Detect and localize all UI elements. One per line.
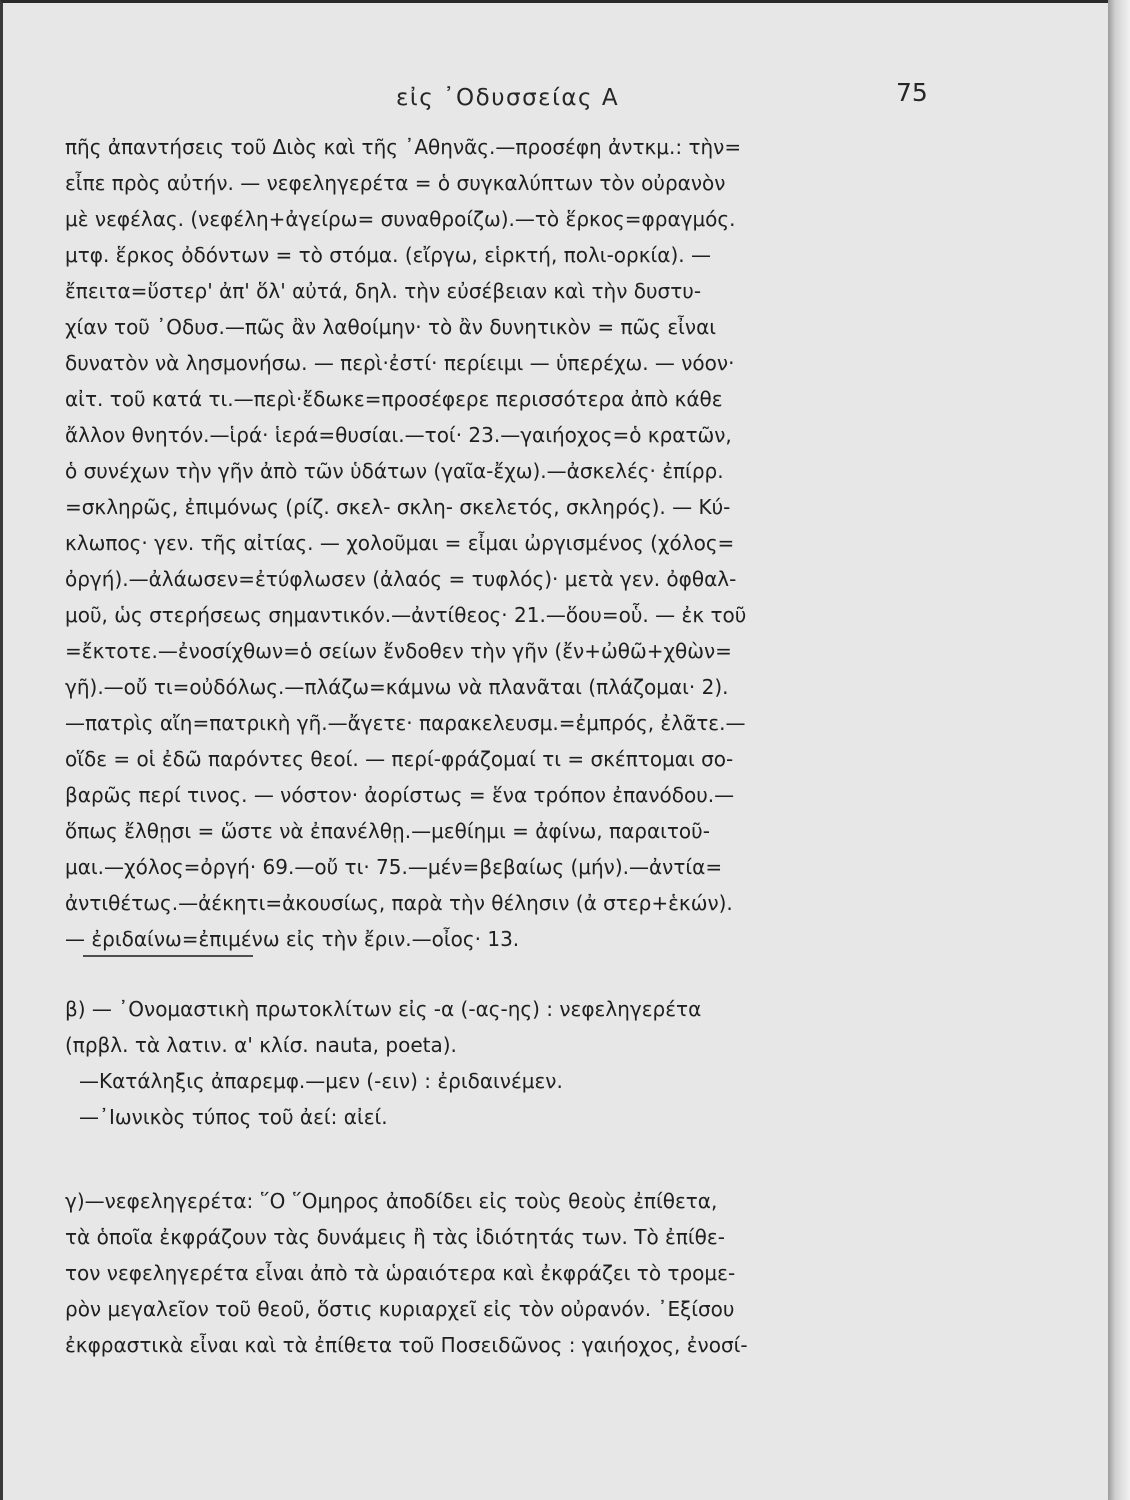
page-header (3, 78, 1103, 125)
section-gamma (65, 1183, 965, 1363)
notes-alpha (65, 129, 965, 957)
text-line: κλωπος· γεν. τῆς αἰτίας. — χολοῦμαι = εἶμαι ὠργισμένος (χόλος= (65, 531, 735, 555)
text-line: πῆς ἀπαντήσεις τοῦ Διὸς καὶ τῆς ᾿Αθηνᾶς.—προσέφη ἀντκμ.: τὴν= (65, 135, 742, 159)
text-line: ὅπως ἔλθῃσι = ὥστε νὰ ἐπανέλθῃ.—μεθίημι = ἀφίνω, παραιτοῦ- (65, 819, 710, 843)
text-line: =σκληρῶς, ἐπιμόνως (ρίζ. σκελ- σκλη- σκελετός, σκληρός). — Κύ- (65, 495, 731, 519)
text-line: μὲ νεφέλας. (νεφέλη+ἀγείρω= συναθροίζω).—τὸ ἕρκος=φραγμός. (65, 207, 736, 231)
text-line: χίαν τοῦ ᾿Οδυσ.—πῶς ἂν λαθοίμην· τὸ ἂν δυνητικὸν = πῶς εἶναι (65, 315, 717, 339)
page-body (65, 129, 965, 1363)
text-line: γῆ).—οὔ τι=οὐδόλως.—πλάζω=κάμνω νὰ πλανᾶται (πλάζομαι· 2). (65, 675, 729, 699)
text-line: ὁ συνέχων τὴν γῆν ἀπὸ τῶν ὑδάτων (γαῖα-ἔχω).—ἀσκελές· ἐπίρρ. (65, 459, 724, 483)
text-line: ρὸν μεγαλεῖον τοῦ θεοῦ, ὅστις κυριαρχεῖ εἰς τὸν οὐρανόν. ᾿Εξίσου (65, 1297, 735, 1321)
text-line: εἶπε πρὸς αὐτήν. — νεφεληγερέτα = ὁ συγκαλύπτων τὸν οὐρανὸν (65, 171, 726, 195)
text-line: =ἔκτοτε.—ἐνοσίχθων=ὁ σείων ἔνδοθεν τὴν γῆν (ἔν+ὠθῶ+χθὼν= (65, 639, 732, 663)
text-line: μοῦ, ὡς στερήσεως σημαντικόν.—ἀντίθεος· 21.—ὅου=οὗ. — ἐκ τοῦ (65, 603, 747, 627)
text-line: βαρῶς περί τινος. — νόστον· ἀορίστως = ἕνα τρόπον ἐπανόδου.— (65, 783, 735, 807)
section-gap (65, 957, 965, 991)
text-line: β) — ᾿Ονομαστικὴ πρωτοκλίτων εἰς -α (-ας-ης) : νεφεληγερέτα (65, 997, 702, 1021)
text-line: οἵδε = οἱ ἐδῶ παρόντες θεοί. — περί-φράζομαί τι = σκέπτομαι σο- (65, 747, 734, 771)
text-line: ἔπειτα=ὕστερ' ἀπ' ὅλ' αὐτά, δηλ. τὴν εὐσέβειαν καὶ τὴν δυστυ- (65, 279, 702, 303)
text-line: τον νεφεληγερέτα εἶναι ἀπὸ τὰ ὡραιότερα καὶ ἐκφράζει τὸ τρομε- (65, 1261, 736, 1285)
text-line: ἄλλον θνητόν.—ἱρά· ἱερά=θυσίαι.—τοί· 23.—γαιήοχος=ὁ κρατῶν, (65, 423, 732, 447)
text-line: αἰτ. τοῦ κατά τι.—περὶ·ἔδωκε=προσέφερε περισσότερα ἀπὸ κάθε (65, 387, 723, 411)
running-head: εἰς ᾿Οδυσσείας Α (396, 85, 620, 111)
text-line: —᾿Ιωνικὸς τύπος τοῦ ἀεί: αἰεί. (79, 1105, 388, 1129)
section-beta (65, 991, 965, 1135)
text-line-last: — ἐριδαίνω=ἐπιμένω εἰς τὴν ἔριν.—οἶος· 13. (65, 927, 520, 951)
text-line: ἀντιθέτως.—ἀέκητι=ἀκουσίως, παρὰ τὴν θέλησιν (ἀ στερ+ἑκών). (65, 891, 733, 915)
page-number: 75 (896, 78, 928, 107)
text-line: δυνατὸν νὰ λησμονήσω. — περὶ·ἐστί· περίειμι — ὑπερέχω. — νόον· (65, 351, 735, 375)
text-line: γ)—νεφεληγερέτα: ῞Ο ῞Ομηρος ἀποδίδει εἰς τοὺς θεοὺς ἐπίθετα, (65, 1189, 718, 1213)
section-gap (65, 1135, 965, 1183)
text-line: ἐκφραστικὰ εἶναι καὶ τὰ ἐπίθετα τοῦ Ποσειδῶνος : γαιήοχος, ἐνοσί- (65, 1333, 748, 1357)
text-line: ὀργή).—ἀλάωσεν=ἐτύφλωσεν (ἀλαός = τυφλός)· μετὰ γεν. ὀφθαλ- (65, 567, 737, 591)
text-line: —πατρὶς αἴη=πατρικὴ γῆ.—ἄγετε· παρακελευσμ.=ἐμπρός, ἐλᾶτε.— (65, 711, 746, 735)
text-line: μτφ. ἕρκος ὀδόντων = τὸ στόμα. (εἴργω, εἱρκτή, πολι-ορκία). — (65, 243, 711, 267)
page-edge (1108, 0, 1130, 1500)
text-line: (πρβλ. τὰ λατιν. α' κλίσ. nauta, poeta). (65, 1033, 457, 1057)
text-line: —Κατάληξις ἀπαρεμφ.—μεν (-ειν) : ἐριδαινέμεν. (79, 1069, 563, 1093)
text-line: μαι.—χόλος=ὀργή· 69.—οὔ τι· 75.—μέν=βεβαίως (μήν).—ἀντία= (65, 855, 723, 879)
text-line: τὰ ὁποῖα ἐκφράζουν τὰς δυνάμεις ἢ τὰς ἰδιότητάς των. Τὸ ἐπίθε- (65, 1225, 725, 1249)
